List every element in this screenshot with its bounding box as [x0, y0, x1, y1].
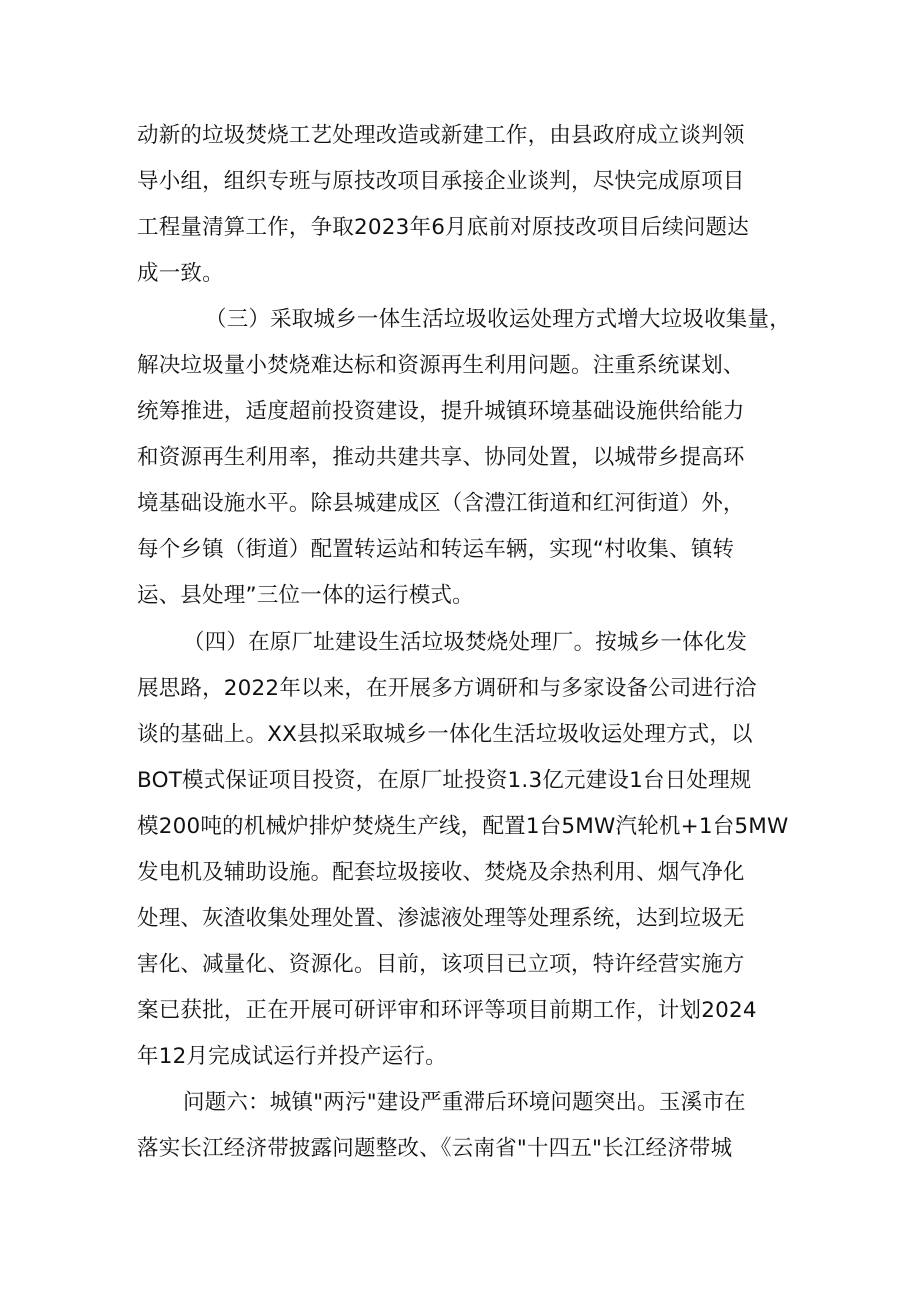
text-line: 解决垃圾量小焚烧难达标和资源再生利用问题。注重系统谋划、: [137, 353, 745, 378]
text-line: 案已获批，正在开展可研评审和环评等项目前期工作，计划2024: [137, 998, 757, 1023]
text-line: 每个乡镇（街道）配置转运站和转运车辆，实现“村收集、镇转: [137, 537, 735, 562]
text-line: 模200吨的机械炉排炉焚烧生产线，配置1台5MW汽轮机+1台5MW: [137, 814, 789, 839]
text-line: 展思路，2022年以来，在开展多方调研和与多家设备公司进行洽: [137, 676, 757, 701]
text-line: 害化、减量化、资源化。目前，该项目已立项，特许经营实施方: [137, 952, 745, 977]
text-line: 和资源再生利用率，推动共建共享、协同处置，以城带乡提高环: [137, 445, 745, 470]
text-line: 发电机及辅助设施。配套垃圾接收、焚烧及余热利用、烟气净化: [137, 860, 745, 885]
text-line: BOT模式保证项目投资，在原厂址投资1.3亿元建设1台日处理规: [137, 768, 752, 793]
text-line: 导小组，组织专班与原技改项目承接企业谈判，尽快完成原项目: [137, 169, 745, 194]
paragraph-heading-4: （四）在原厂址建设生活垃圾焚烧处理厂。按城乡一体化发: [183, 630, 748, 655]
text-line: 统筹推进，适度超前投资建设，提升城镇环境基础设施供给能力: [137, 399, 745, 424]
text-line: 成一致。: [137, 261, 224, 286]
text-line: 处理、灰渣收集处理处置、渗滤液处理等处理系统，达到垃圾无: [137, 906, 745, 931]
text-line: 谈的基础上。XX县拟采取城乡一体化生活垃圾收运处理方式，以: [137, 722, 753, 747]
text-line: 工程量清算工作，争取2023年6月底前对原技改项目后续问题达: [137, 215, 749, 240]
text-line: 运、县处理”三位一体的运行模式。: [137, 583, 474, 608]
issue-heading: 问题六：城镇"两污"建设严重滞后环境问题突出。玉溪市在: [183, 1090, 746, 1115]
text-line: 动新的垃圾焚烧工艺处理改造或新建工作，由县政府成立谈判领: [137, 123, 745, 148]
text-line: 年12月完成试运行并投产运行。: [137, 1044, 447, 1069]
text-line: 落实长江经济带披露问题整改、《云南省"十四五"长江经济带城: [137, 1136, 733, 1161]
text-line: 境基础设施水平。除县城建成区（含澧江街道和红河街道）外，: [137, 491, 745, 516]
paragraph-heading-3: （三）采取城乡一体生活垃圾收运处理方式增大垃圾收集量，: [205, 307, 791, 332]
